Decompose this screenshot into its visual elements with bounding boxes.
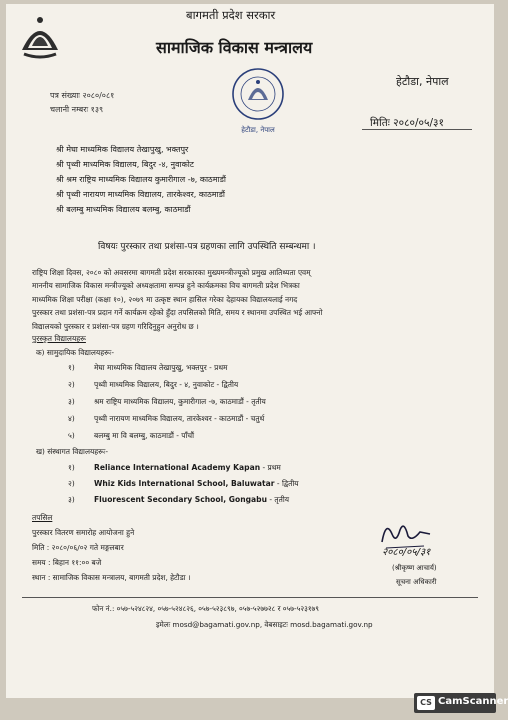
school-rank: - तृतीय xyxy=(269,495,290,504)
item-number: २) xyxy=(68,479,75,488)
letter-number: पत्र संख्याः २०८०/०८१ xyxy=(50,91,115,100)
item-number: ४) xyxy=(68,414,75,423)
date-underline xyxy=(362,129,472,130)
item-number: ३) xyxy=(68,397,75,406)
item-number: २) xyxy=(68,380,75,389)
body-line-5: विद्यालयको पुरस्कार र प्रशंसा-पत्र ग्रहण गरिदिनुहुन अनुरोध छ । xyxy=(32,321,199,331)
recipient-2: श्री पृथ्वी माध्यमिक विद्यालय, बिदुर -४, नुवाकोट xyxy=(56,160,194,169)
awards-heading: पुरस्कृत विद्यालयहरू xyxy=(32,334,86,343)
schedule-date: मिति : २०८०/०६/०२ गते मङ्गलबार xyxy=(32,543,124,552)
item-number: ५) xyxy=(68,431,75,440)
institutional-item-1 xyxy=(68,463,281,473)
community-item-1 xyxy=(68,363,227,373)
body-line-2: माननीय सामाजिक विकास मन्त्रीज्यूको अध्यक्षतामा सम्पन्न हुने कार्यक्रमका विच बागमती प्रदेश भित्रका xyxy=(32,281,300,291)
letter-date: मितिः २०८०/०५/३१ xyxy=(370,117,444,129)
item-text: पृथ्वी माध्यमिक विद्यालय, बिदुर - ४, नुवाकोट - द्वितीय xyxy=(94,380,239,389)
body-line-3: माध्यमिक शिक्षा परीक्षा (कक्षा १०), २०७९ मा उत्कृष्ट स्थान हासिल गरेका देहायका विद्यालयलाई नगद xyxy=(32,294,298,304)
institutional-heading: ख) संस्थागत विद्यालयहरूः- xyxy=(36,447,109,456)
seal-text: हेटौडा, नेपाल xyxy=(241,126,275,134)
schedule-time: समय : बिहान ११:०० बजे xyxy=(32,558,102,567)
item-text: बलम्बु मा वि बलम्बु, काठमाडौं - पाँचौं xyxy=(94,431,194,440)
signatory-name: (श्रीकृष्ण आचार्य) xyxy=(392,564,437,572)
ministry-name: सामाजिक विकास मन्त्रालय xyxy=(156,38,313,57)
recipient-1: श्री मेघा माध्यमिक विद्यालय तेखापुखु, भक्तपुर xyxy=(56,145,189,154)
school-rank: - प्रथम xyxy=(262,463,281,472)
camscanner-watermark xyxy=(414,693,508,713)
item-number: १) xyxy=(68,363,75,372)
community-item-3 xyxy=(68,397,266,407)
item-text: मेघा माध्यमिक विद्यालय तेखापुखु, भक्तपुर - प्रथम xyxy=(94,363,228,372)
community-item-5 xyxy=(68,431,194,441)
government-name: बागमती प्रदेश सरकार xyxy=(186,8,276,22)
recipient-4: श्री पृथ्वी नारायण माध्यमिक विद्यालय, तारकेश्वर, काठमाडौं xyxy=(56,190,225,199)
schedule-heading: तपसिल xyxy=(32,513,53,522)
institutional-item-2 xyxy=(68,479,299,489)
body-line-1: राष्ट्रिय शिक्षा दिवस, २०८० को अवसरमा बागमती प्रदेश सरकारका मुख्यमन्त्रीज्यूको प्रमुख आतिथ्यता एवम् xyxy=(32,268,311,277)
camscanner-label: CamScanner xyxy=(438,696,508,707)
schedule-intro: पुरस्कार वितरण समारोह आयोजना हुने xyxy=(32,528,135,537)
office-place: हेटौडा, नेपाल xyxy=(396,75,449,88)
body-paragraph xyxy=(32,266,472,333)
item-number: ३) xyxy=(68,495,75,504)
office-seal-icon xyxy=(230,66,286,140)
school-rank: - द्वितीय xyxy=(276,479,299,488)
community-item-4 xyxy=(68,414,264,424)
dispatch-number: चलानी नम्बरः १३९ xyxy=(50,105,104,114)
item-number: १) xyxy=(68,463,75,472)
item-text: पृथ्वी नारायण माध्यमिक विद्यालय, तारकेश्वर - काठमाडौं - चतुर्थ xyxy=(94,414,265,423)
school-name: Whiz Kids International School, Baluwatar xyxy=(94,479,275,488)
signature-date: २०८०/०५/३१ xyxy=(382,547,431,558)
nepal-emblem-icon xyxy=(18,10,62,62)
footer-divider xyxy=(22,597,478,598)
school-name: Reliance International Academy Kapan xyxy=(94,463,261,472)
recipient-5: श्री बलम्बु माध्यमिक विद्यालय बलम्बु, काठमाडौं xyxy=(56,205,191,214)
community-item-2 xyxy=(68,380,238,390)
school-name: Fluorescent Secondary School, Gongabu xyxy=(94,495,268,504)
footer-phone: फोन नं.: ०५७-५२४८२४, ०५७-५२४८२६, ०५७-५२३८९७, ०५७-५२७७२८ र ०५७-५२३१७९ xyxy=(92,604,320,613)
recipient-3: श्री श्रम राष्ट्रिय माध्यमिक विद्यालय कुमारीगाल -७, काठमाडौं xyxy=(56,175,226,184)
institutional-item-3 xyxy=(68,495,289,505)
subject-line: विषयः पुरस्कार तथा प्रशंसा-पत्र ग्रहणका लागि उपस्थिति सम्बन्धमा । xyxy=(98,242,316,252)
schedule-venue: स्थान : सामाजिक विकास मन्त्रालय, बागमती प्रदेश, हेटौडा । xyxy=(32,573,191,582)
signatory-title: सूचना अधिकारी xyxy=(396,578,437,586)
body-line-4: पुरस्कार तथा प्रशंसा-पत्र प्रदान गर्ने कार्यक्रम रहेको हुँदा तपसिलको मिति, समय र स्थानमा उपस्थित भई आफ्नो xyxy=(32,308,323,318)
item-text: श्रम राष्ट्रिय माध्यमिक विद्यालय, कुमारीगाल -७, काठमाडौं - तृतीय xyxy=(94,397,266,406)
community-heading: क) सामुदायिक विद्यालयहरूः- xyxy=(36,348,115,357)
footer-email: इमेलः mosd@bagamati.gov.np, वेबसाइटः mosd.bagamati.gov.np xyxy=(156,620,373,629)
camscanner-badge-icon: CS xyxy=(417,696,435,710)
letter-page xyxy=(6,4,494,698)
